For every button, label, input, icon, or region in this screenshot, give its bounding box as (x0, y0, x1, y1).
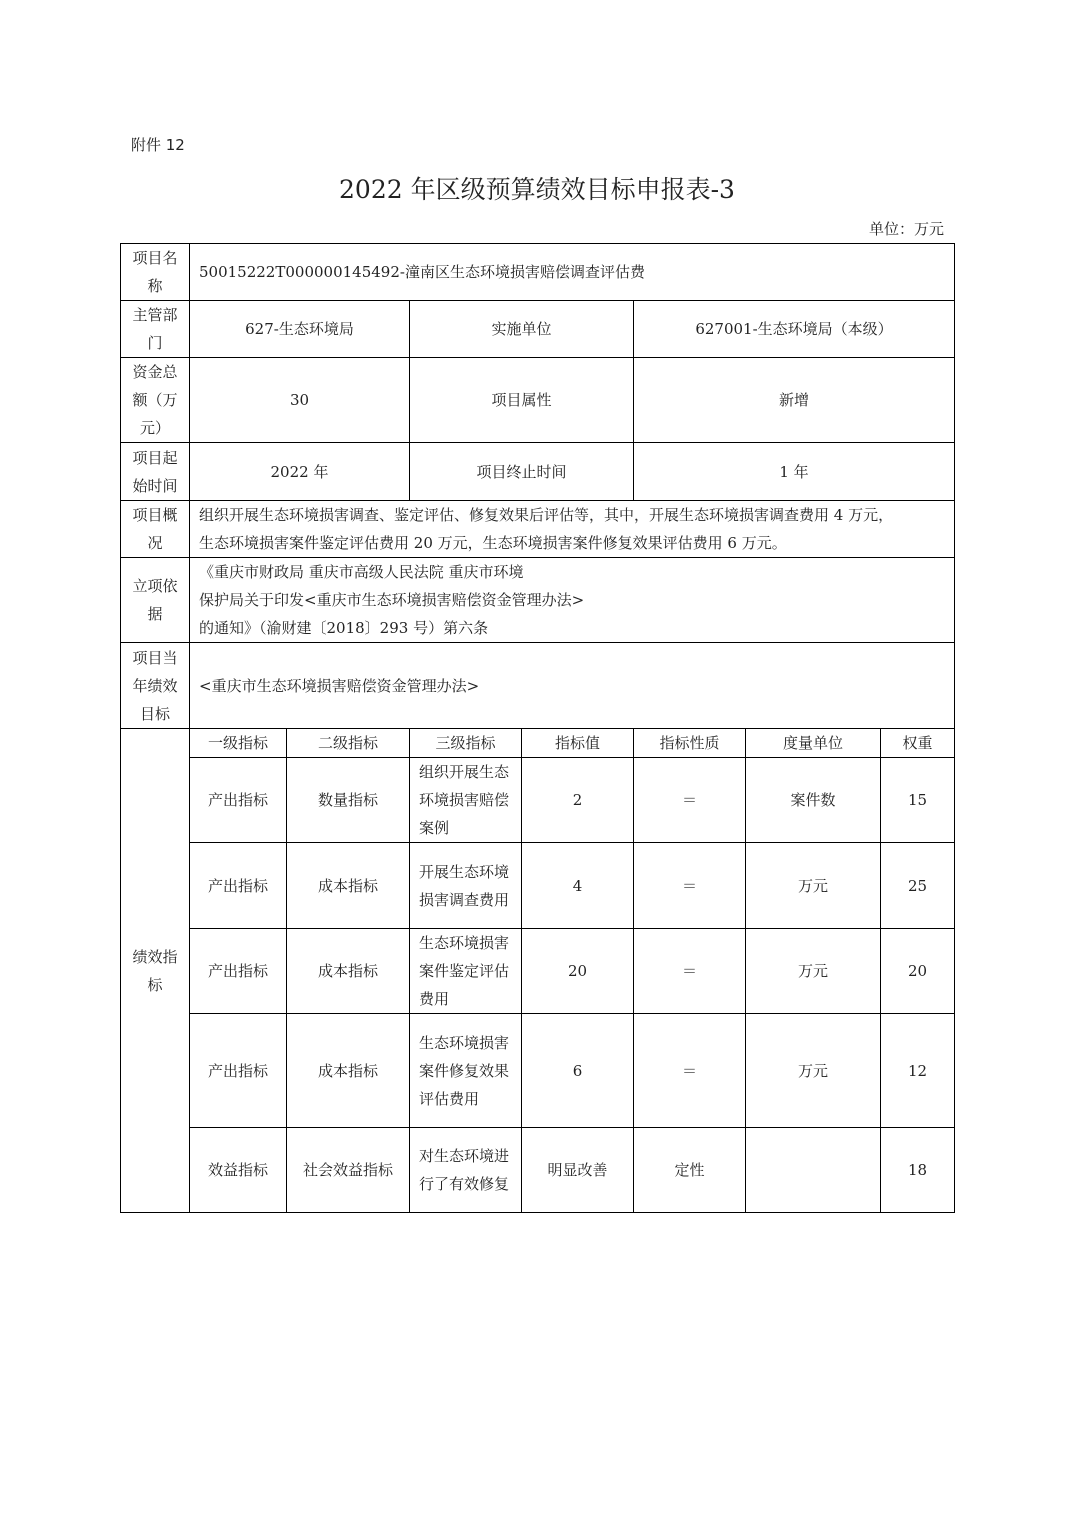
attachment-label: 附件 12 (131, 136, 185, 154)
cell-text: 20 (907, 962, 928, 980)
cell-text: 项目终止时间 (476, 462, 567, 481)
label-impl (409, 300, 634, 358)
cell-text: 生态环境损害案件修复效果评估费用 (419, 1033, 510, 1108)
cell-text: 2 (572, 791, 583, 809)
indicator-cell (633, 928, 746, 1014)
indicator-header (409, 728, 522, 758)
label-attr (409, 357, 634, 443)
cell-text: 开展生态环境损害调查费用 (419, 862, 510, 909)
cell-text: 产出指标 (207, 876, 268, 895)
indicator-cell (745, 757, 881, 843)
indicator-cell (189, 757, 287, 843)
label-start (120, 442, 190, 501)
indicator-cell (286, 928, 410, 1014)
cell-text: 主管部门 (132, 306, 178, 352)
cell-text: 明显改善 (547, 1161, 608, 1179)
cell-text: ＝ (681, 876, 697, 895)
indicator-cell (189, 928, 287, 1014)
cell-text: 20 (567, 962, 588, 980)
label-basis (120, 557, 190, 643)
indicator-cell (633, 842, 746, 929)
cell-text: 产出指标 (207, 962, 268, 980)
cell-text: 项目属性 (491, 391, 552, 409)
cell-text: 4 (572, 876, 583, 895)
start-value (189, 442, 410, 501)
indicator-cell (880, 842, 955, 929)
cell-text: 万元 (797, 1061, 828, 1080)
cell-text: 指标性质 (659, 734, 720, 752)
indicator-cell (745, 1013, 881, 1128)
indicator-cell (286, 1127, 410, 1213)
indicator-header (286, 728, 410, 758)
cell-text: 效益指标 (207, 1161, 268, 1179)
indicator-header (633, 728, 746, 758)
indicator-cell (880, 928, 955, 1014)
impl-value (633, 300, 955, 358)
label-target (120, 642, 190, 729)
cell-text: 立项依据 (132, 577, 178, 623)
unit-label: 单位：万元 (868, 220, 944, 238)
cell-text: 万元 (797, 962, 828, 980)
cell-text: 1 年 (779, 462, 809, 481)
cell-text: <重庆市生态环境损害赔偿资金管理办法> (199, 676, 480, 695)
text-line: 的通知》（渝财建〔2018〕293 号）第六条 (199, 619, 489, 637)
cell-text: 一级指标 (207, 734, 268, 752)
indicator-header (745, 728, 881, 758)
cell-text: 627-生态环境局 (245, 320, 354, 338)
cell-text: 生态环境损害案件鉴定评估费用 (419, 934, 510, 1008)
cell-text: 案件数 (790, 791, 836, 809)
label-indicators (120, 728, 190, 1213)
cell-text: 权重 (902, 734, 933, 752)
basis-value (189, 557, 955, 643)
cell-text: 指标值 (554, 734, 600, 752)
end-value (633, 442, 955, 501)
text-line: 组织开展生态环境损害调查、鉴定评估、修复效果后评估等，其中，开展生态环境损害调查费用 4 万元， (199, 506, 894, 524)
indicator-cell (189, 1013, 287, 1128)
indicator-cell (880, 757, 955, 843)
indicator-cell (409, 1013, 522, 1128)
cell-text: 产出指标 (207, 791, 268, 809)
cell-text: 三级指标 (435, 734, 496, 752)
indicator-cell (633, 757, 746, 843)
cell-text: ＝ (681, 962, 697, 980)
cell-text: 实施单位 (491, 320, 552, 338)
cell-text: 627001-生态环境局（本级） (695, 320, 893, 338)
indicator-cell (521, 842, 634, 929)
indicator-header (521, 728, 634, 758)
target-value (189, 642, 955, 729)
cell-text: 项目名称 (132, 249, 178, 295)
indicator-cell (745, 842, 881, 929)
label-funds (120, 357, 190, 443)
indicator-cell (286, 1013, 410, 1128)
cell-text: 50015222T000000145492-潼南区生态环境损害赔偿调查评估费 (199, 263, 645, 281)
cell-text: 18 (907, 1161, 928, 1179)
indicator-cell (880, 1127, 955, 1213)
indicator-cell (521, 757, 634, 843)
cell-text: 12 (907, 1061, 928, 1080)
label-end (409, 442, 634, 501)
indicator-cell (409, 1127, 522, 1213)
indicator-cell (409, 842, 522, 929)
indicator-cell (409, 757, 522, 843)
indicator-header (880, 728, 955, 758)
indicator-cell (521, 1013, 634, 1128)
cell-text: 度量单位 (782, 734, 843, 752)
label-overview (120, 500, 190, 558)
indicator-cell (633, 1127, 746, 1213)
cell-text: 产出指标 (207, 1061, 268, 1080)
indicator-cell (745, 1127, 881, 1213)
label-dept (120, 300, 190, 358)
cell-text: ＝ (681, 791, 697, 809)
cell-text: 组织开展生态环境损害赔偿案例 (419, 763, 510, 837)
text-line: 生态环境损害案件鉴定评估费用 20 万元，生态环境损害案件修复效果评估费用 6 万元。 (199, 534, 787, 552)
cell-text: 数量指标 (317, 791, 378, 809)
indicator-cell (880, 1013, 955, 1128)
indicator-cell (745, 928, 881, 1014)
dept-value (189, 300, 410, 358)
cell-text: 社会效益指标 (302, 1161, 393, 1179)
text-line: 保护局关于印发<重庆市生态环境损害赔偿资金管理办法> (199, 591, 585, 609)
project-name-value (189, 243, 955, 301)
cell-text: 项目起始时间 (132, 448, 178, 495)
cell-text: 15 (907, 791, 928, 809)
cell-text: 成本指标 (317, 1061, 378, 1080)
indicator-cell (521, 928, 634, 1014)
cell-text: 30 (289, 391, 310, 409)
cell-text: 二级指标 (317, 734, 378, 752)
indicator-cell (633, 1013, 746, 1128)
cell-text: 资金总额（万元） (132, 363, 178, 437)
attr-value (633, 357, 955, 443)
page-title: 2022 年区级预算绩效目标申报表-3 (339, 175, 735, 204)
cell-text: ＝ (681, 1061, 697, 1080)
cell-text: 定性 (674, 1161, 705, 1179)
cell-text: 项目概况 (132, 506, 178, 552)
label-project-name (120, 243, 190, 301)
indicator-cell (521, 1127, 634, 1213)
cell-text: 对生态环境进行了有效修复 (419, 1147, 510, 1193)
cell-text: 6 (572, 1061, 583, 1080)
text-line: 《重庆市财政局 重庆市高级人民法院 重庆市环境 (199, 563, 524, 581)
overview-value (189, 500, 955, 558)
cell-text: 2022 年 (270, 462, 329, 481)
cell-text: 25 (907, 876, 928, 895)
funds-value (189, 357, 410, 443)
cell-text: 成本指标 (317, 876, 378, 895)
cell-text: 成本指标 (317, 962, 378, 980)
indicator-cell (286, 757, 410, 843)
indicator-cell (189, 842, 287, 929)
indicator-cell (409, 928, 522, 1014)
cell-text: 新增 (778, 391, 809, 409)
cell-text: 绩效指标 (132, 947, 178, 994)
indicator-cell (189, 1127, 287, 1213)
indicator-header (189, 728, 287, 758)
cell-text: 万元 (797, 876, 828, 895)
cell-text: 项目当年绩效目标 (132, 648, 178, 723)
indicator-cell (286, 842, 410, 929)
